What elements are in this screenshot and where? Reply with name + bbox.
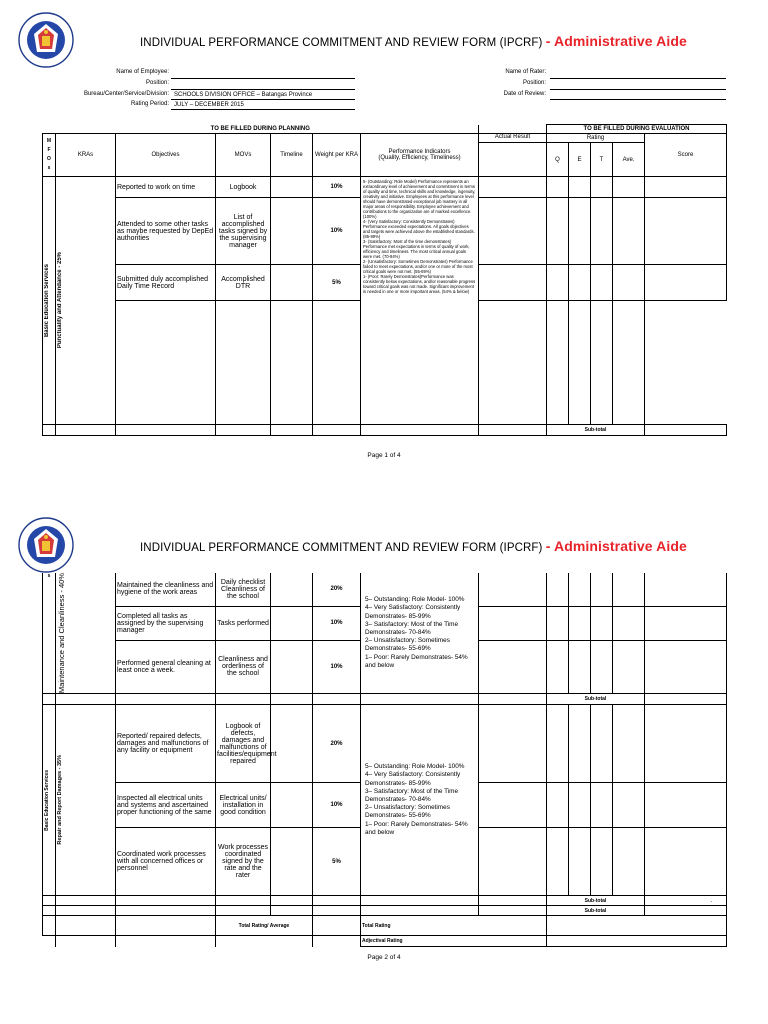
subtotal-label: Sub-total [547, 694, 645, 705]
review-date-field[interactable] [550, 91, 726, 100]
kra-cell: Maintenance and Cleanliness - 40% [56, 573, 116, 694]
performance-indicators: 5- (Outstanding: Role Model) Performance represents an extraordinary level of achievement and commitment in terms of quality and time, technical skills and knowledge, ingenuity, creativity and initiative. Employees at this performance level should have demonstrated exceptional job mastery in all major areas of responsibility. Employee achievement and contributions to the organization are of marked excellence. (100%) 4- (Very Satisfactory: Consistently Demonstrates) Performance exceeded expectations. All goals objectives and targets were achieved above the established standards. (85-99%) 3- (Satisfactory: Most of the time demonstrates) Performance met expectations in terms of quality of work, efficiency and timeliness. The most critical annual goals were met. (70-84%) 2- (Unsatisfactory: Sometimes Demonstrates) Performance failed to meet expectations, and/or one or more of the most critical goals were not met. (55-69%) 1- (Poor: Rarely Demonstrates)Performance was consistently below expectations, and/or reasonable progress toward critical goals was not made. Significant improvement is needed in one or more important areas. (54% & below) [361, 177, 479, 425]
performance-indicators: 5– Outstanding: Role Model- 100% 4– Very Satisfactory: Consistently Demonstrates- 85-99% 3– Satisfactory: Most of the Time Demonstrates- 70-84% 2– Unsatisfactory: Sometimes Demonstrates- 55-69% 1– Poor: Rarely Demonstrates- 54% and below [361, 705, 479, 896]
weight-cell: 10% [313, 606, 361, 640]
rater-position-label: Position: [522, 80, 546, 86]
kra-cell: Repair and Report Damages - 35% [56, 705, 116, 896]
performance-indicators: 5– Outstanding: Role Model- 100% 4– Very Satisfactory: Consistently Demonstrates- 85-99% 3– Satisfactory: Most of the Time Demonstrates- 70-84% 2– Unsatisfactory: Sometimes Demonstrates- 55-69% 1– Poor: Rarely Demonstrates- 54% and below [361, 573, 479, 694]
rater-position-field[interactable] [550, 81, 726, 90]
mov-cell: Cleanliness and orderliness of the school [216, 640, 271, 693]
t-header: T [591, 143, 613, 177]
review-date-label: Date of Review: [503, 91, 546, 97]
movs-header: MOVs [216, 134, 271, 177]
weight-cell: 5% [313, 828, 361, 896]
rating-period-field[interactable]: JULY – DECEMBER 2015 [171, 101, 355, 110]
weight-cell: 10% [313, 640, 361, 693]
rater-field[interactable] [550, 70, 726, 79]
indicators-header: Performance Indicators (Quality, Efficiency, Timeliness) [361, 134, 479, 177]
subtotal-label: Sub-total [547, 906, 645, 916]
score-dot: . [645, 896, 727, 906]
timeline-header: Timeline [271, 134, 313, 177]
objective-cell: Performed general cleaning at least once a week. [116, 640, 216, 693]
position-field[interactable] [171, 81, 355, 90]
objective-cell: Reported to work on time [116, 177, 216, 198]
weight-header: Weight per KRA [313, 134, 361, 177]
total-average-label: Total Rating/ Average [216, 916, 313, 936]
mov-cell: Tasks performed [216, 606, 271, 640]
evaluation-header: TO BE FILLED DURING EVALUATION [547, 125, 727, 134]
weight-cell: 10% [313, 177, 361, 198]
deped-seal-logo [18, 517, 74, 573]
weight-cell: 5% [313, 265, 361, 301]
kras-header: KRAs [56, 134, 116, 177]
bureau-label: Bureau/Center/Service/Division: [83, 91, 169, 97]
score-header: Score [645, 134, 727, 177]
objective-cell: Inspected all electrical units and systems and ascertained proper functioning of the same [116, 783, 216, 828]
e-header: E [569, 143, 591, 177]
ave-header: Ave. [613, 143, 645, 177]
mov-cell: Work processes coordinated signed by the rate and the rater [216, 828, 271, 896]
rater-label: Name of Rater: [505, 69, 546, 75]
total-rating-label: Total Rating [361, 916, 547, 936]
mov-cell: Logbook of defects, damages and malfunctions of facilities/equipment repaired [216, 705, 271, 783]
page-number: Page 2 of 4 [367, 954, 401, 961]
mov-cell: List of accomplished tasks signed by the supervising manager [216, 198, 271, 265]
position-highlight: - Administrative Aide [545, 33, 687, 49]
actual-result-header: Actual Result [479, 134, 547, 143]
mfos-header: M F O s [43, 134, 56, 177]
mov-cell: Electrical units/ installation in good condition [216, 783, 271, 828]
position-highlight: - Administrative Aide [545, 538, 687, 554]
bureau-field[interactable]: SCHOOLS DIVISION OFFICE – Batangas Province [171, 91, 355, 100]
page-number: Page 1 of 4 [367, 452, 401, 459]
employee-field[interactable] [171, 70, 355, 79]
mfo-cell: Basic Education Services [43, 705, 56, 896]
deped-seal-logo [18, 12, 74, 68]
objective-cell: Attended to some other tasks as maybe requested by DepEd authorities [116, 198, 216, 265]
subtotal-label: Sub-total [547, 896, 645, 906]
mov-cell: Accomplished DTR [216, 265, 271, 301]
position-label: Position: [145, 80, 169, 86]
ipcrf-table-page1 [42, 124, 727, 436]
adjectival-rating-label: Adjectival Rating [361, 936, 547, 947]
objective-cell: Maintained the cleanliness and hygiene of the work areas [116, 573, 216, 606]
employee-label: Name of Employee: [116, 69, 169, 75]
q-header: Q [547, 143, 569, 177]
form-title: INDIVIDUAL PERFORMANCE COMMITMENT AND REVIEW FORM (IPCRF) [140, 542, 543, 554]
objective-cell: Submitted duly accomplished Daily Time Record [116, 265, 216, 301]
objectives-header: Objectives [116, 134, 216, 177]
weight-cell: 10% [313, 198, 361, 265]
rating-header: Rating [547, 134, 645, 143]
planning-header: TO BE FILLED DURING PLANNING [43, 125, 479, 134]
mfo-fragment: s [43, 573, 56, 694]
form-title: INDIVIDUAL PERFORMANCE COMMITMENT AND REVIEW FORM (IPCRF) [140, 37, 543, 49]
weight-cell: 10% [313, 783, 361, 828]
ipcrf-table-page2 [42, 573, 727, 947]
objective-cell: Reported/ repaired defects, damages and malfunctions of any facility or equipment [116, 705, 216, 783]
mfo-cell: Basic Education Services [43, 177, 56, 425]
objective-cell: Coordinated work processes with all concerned offices or personnel [116, 828, 216, 896]
weight-cell: 20% [313, 573, 361, 606]
mov-cell: Daily checklist Cleanliness of the school [216, 573, 271, 606]
rating-period-label: Rating Period: [130, 101, 169, 107]
kra-cell: Punctuality and Attendance - 25% [56, 177, 116, 425]
objective-cell: Completed all tasks as assigned by the supervising manager [116, 606, 216, 640]
weight-cell: 20% [313, 705, 361, 783]
mov-cell: Logbook [216, 177, 271, 198]
subtotal-label: Sub-total [547, 425, 645, 436]
